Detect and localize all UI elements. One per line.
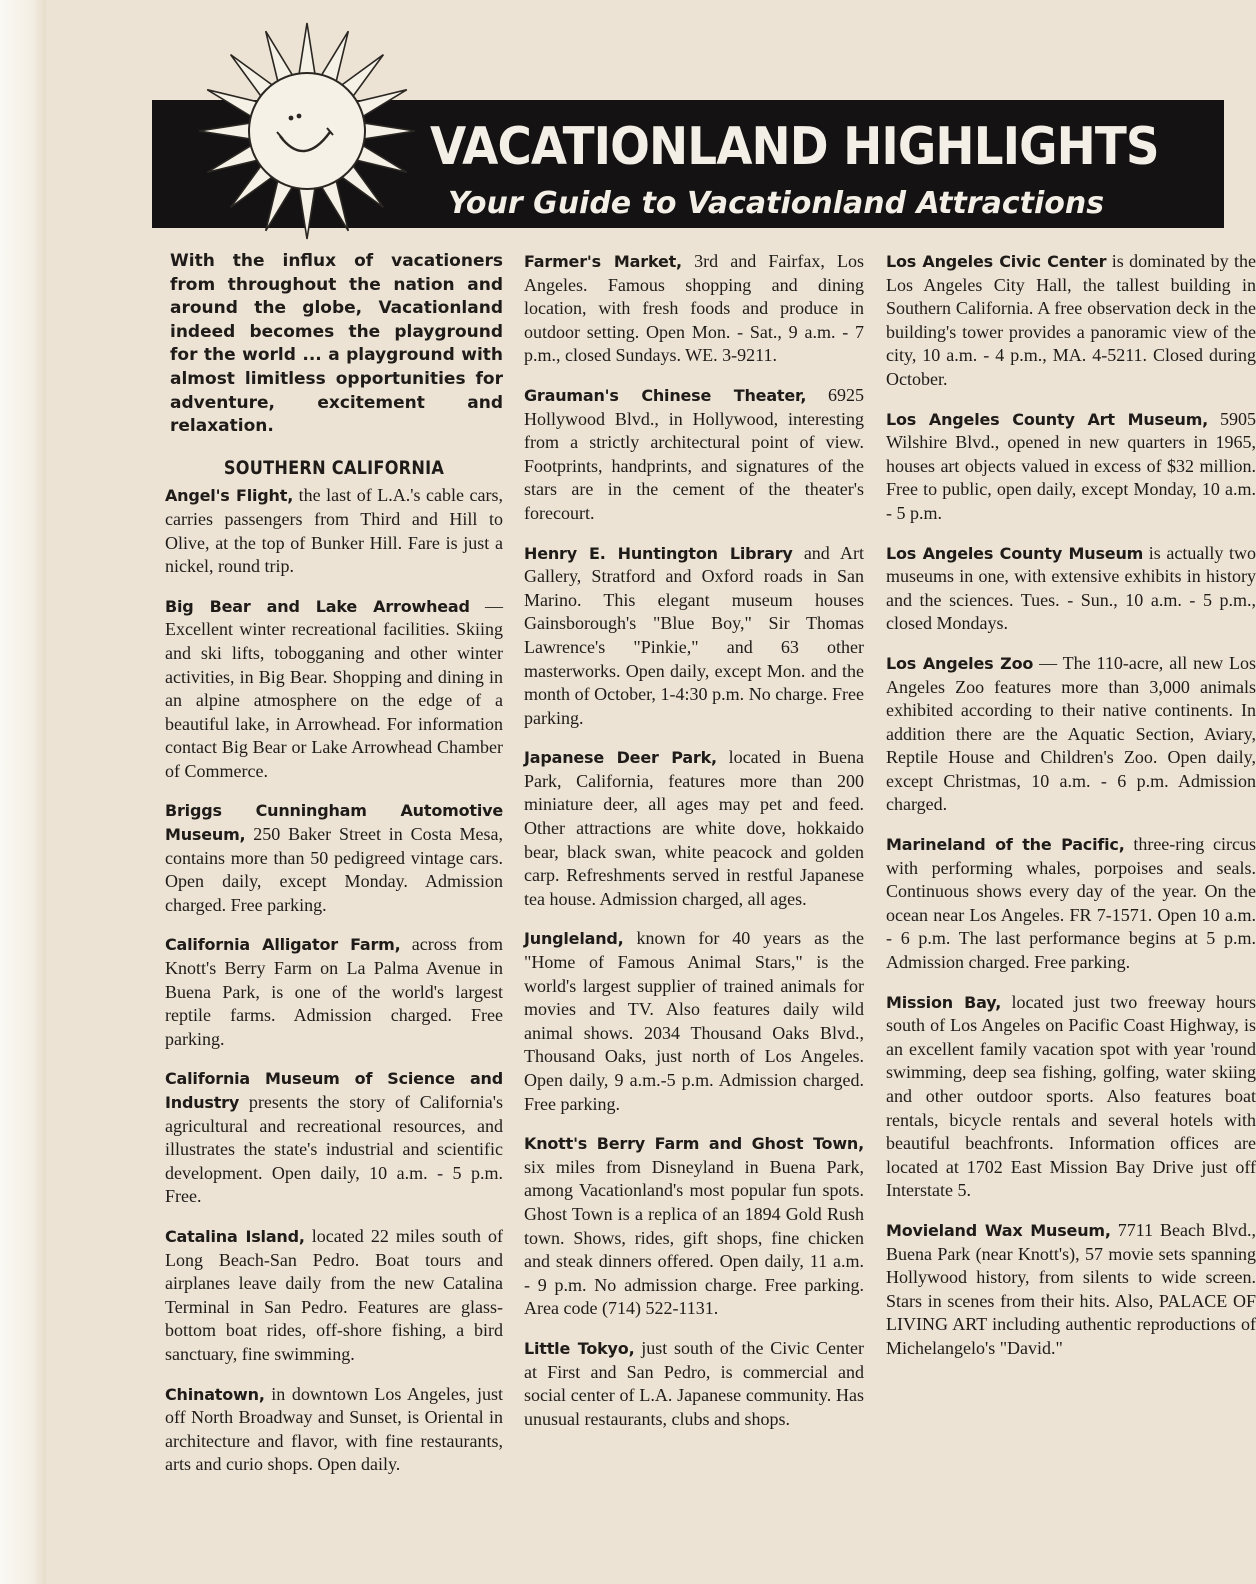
attraction-description: six miles from Disneyland in Buena Park, among Vacationland's most popular fun spots. Ghost Town is a replica of an 1894 Gold Rush town. Shows, rides, gift shops, fine chicken and steak dinners offered. Open daily, 11 a.m. - 9 p.m. No admission charge. Free parking. Area code (714) 522-1131. xyxy=(524,1156,864,1319)
attraction-name: Henry E. Huntington Library xyxy=(524,543,793,563)
attraction-description: and Art Gallery, Stratford and Oxford roads in San Marino. This elegant museum houses Gainsborough's "Blue Boy," Sir Thomas Lawrence's "Pinkie," and 63 other masterworks. Open daily, except Mon. and the month of October, 1-4:30 p.m. No charge. Free parking. xyxy=(524,542,864,728)
attraction-description: just south of the Civic Center at First and San Pedro, is commercial and social center of L.A. Japanese community. Has unusual restaurants, clubs and shops. xyxy=(524,1337,864,1429)
attraction-description: the last of L.A.'s cable cars, carries passengers from Third and Hill to Olive, at the top of Bunker Hill. Fare is just a nickel, round trip. xyxy=(165,485,504,577)
attraction-name: Marineland of the Pacific, xyxy=(886,835,1125,855)
attraction-name: Japanese Deer Park, xyxy=(524,748,717,768)
attraction-entry xyxy=(524,250,864,368)
attraction-entry xyxy=(524,1337,864,1431)
attraction-name: Big Bear and Lake Arrowhead xyxy=(165,596,470,616)
attraction-description: in downtown Los Angeles, just off North Broadway and Sunset, is Oriental in architecture and flavor, with fine restaurants, arts and curio shops. Open daily. xyxy=(165,1383,503,1475)
attraction-name: Little Tokyo, xyxy=(524,1338,635,1358)
entries-column-3 xyxy=(886,250,1256,1361)
attraction-name: Los Angeles County Museum xyxy=(886,543,1144,563)
attraction-entry xyxy=(886,833,1256,975)
attraction-description: 250 Baker Street in Costa Mesa, contains more than 50 pedigreed vintage cars. Open daily, except Monday. Admission charged. Free parking. xyxy=(165,824,503,915)
entries-column-1 xyxy=(165,484,503,1477)
attraction-description: located in Buena Park, California, features more than 200 miniature deer, all ages may pet and feed. Other attractions are white dove, hokkaido bear, black swan, white peacock and golden carp. Refreshments served in restful Japanese tea house. Admission charged, all ages. xyxy=(524,747,864,909)
attraction-description: 3rd and Fairfax, Los Angeles. Famous shopping and dining location, with fresh foods and produce in outdoor setting. Open Mon. - Sat., 9 a.m. - 7 p.m., closed Sundays. WE. 3-9211. xyxy=(524,251,864,366)
column-1 xyxy=(165,250,503,1493)
attraction-entry xyxy=(165,1383,503,1477)
attraction-entry xyxy=(165,595,503,784)
column-3 xyxy=(886,250,1256,1584)
page-title: VACATIONLAND HIGHLIGHTS xyxy=(430,117,1159,177)
entries-column-2 xyxy=(524,250,864,1431)
attraction-name: California Alligator Farm, xyxy=(165,935,401,955)
attraction-entry xyxy=(524,746,864,911)
attraction-name: Los Angeles Zoo xyxy=(886,653,1034,673)
attraction-description: — The 110-acre, all new Los Angeles Zoo features more than 3,000 animals exhibited according to their native continents. In addition there are the Aquatic Section, Aviary, Reptile House and Children's Zoo. Open daily, except Christmas, 10 a.m. - 6 p.m. Admission charged. xyxy=(886,652,1256,815)
smiling-sun-icon xyxy=(194,18,420,244)
attraction-entry xyxy=(886,542,1256,636)
attraction-name: Mission Bay, xyxy=(886,992,1002,1012)
attraction-entry xyxy=(886,1219,1256,1361)
attraction-entry xyxy=(524,542,864,731)
attraction-entry xyxy=(165,799,503,917)
attraction-description: 5905 Wilshire Blvd., opened in new quarters in 1965, houses art objects valued in excess of $32 million. Free to public, open daily, except Monday, 10 a.m. - 5 p.m. xyxy=(886,408,1256,523)
attraction-description: located 22 miles south of Long Beach-San Pedro. Boat tours and airplanes leave daily from the new Catalina Terminal in San Pedro. Features are glass-bottom boat rides, off-shore fishing, a bird sanctuary, fine swimming. xyxy=(165,1225,503,1364)
attraction-description: known for 40 years as the "Home of Famous Animal Stars," is the world's largest supplier of trained animals for movies and TV. Also features daily wild animal shows. 2034 Thousand Oaks Blvd., Thousand Oaks, just north of Los Angeles. Open daily, 9 a.m.-5 p.m. Admission charged. Free parking. xyxy=(524,928,864,1114)
attraction-entry xyxy=(886,652,1256,817)
column-2 xyxy=(524,250,864,1447)
attraction-name: Movieland Wax Museum, xyxy=(886,1220,1111,1240)
attraction-description: is actually two museums in one, with extensive exhibits in history and the sciences. Tues. - Sun., 10 a.m. - 5 p.m., closed Mondays. xyxy=(886,542,1256,634)
attraction-description: is dominated by the Los Angeles City Hall, the tallest building in Southern California. A free observation deck in the building's tower provides a panoramic view of the city, 10 a.m. - 4 p.m., MA. 4-5211. Closed during October. xyxy=(886,251,1256,389)
attraction-name: Catalina Island, xyxy=(165,1226,305,1246)
attraction-description: 6925 Hollywood Blvd., in Hollywood, interesting from a strictly architectural point of view. Footprints, handprints, and signatures of the stars are in the cement of the theater's forecourt. xyxy=(524,384,864,523)
attraction-entry xyxy=(524,384,864,526)
attraction-description: presents the story of California's agricultural and recreational resources, and illustrates the state's industrial and scientific development. Open daily, 10 a.m. - 5 p.m. Free. xyxy=(165,1092,503,1207)
page-spine xyxy=(0,0,46,1584)
attraction-name: Briggs Cunningham Automotive Museum, xyxy=(165,801,503,845)
attraction-description: three-ring circus with performing whales, porpoises and seals. Continuous shows every day of the year. On the ocean near Los Angeles. FR 7-1571. Open 10 a.m. - 6 p.m. The last performance begins at 5 p.m. Admission charged. Free parking. xyxy=(886,834,1256,973)
attraction-description: across from Knott's Berry Farm on La Palma Avenue in Buena Park, is one of the world's largest reptile farms. Admission charged. Free parking. xyxy=(165,934,503,1049)
attraction-entry xyxy=(886,991,1256,1203)
intro-paragraph: With the influx of vacationers from throughout the nation and around the globe, Vacationland indeed becomes the playground for the world ... a playground with almost limitless opportunities for adventure, excitement and relaxation. xyxy=(170,251,503,437)
attraction-name: Los Angeles Civic Center xyxy=(886,252,1107,271)
attraction-entry xyxy=(165,1067,503,1209)
attraction-description: — Excellent winter recreational facilities. Skiing and ski lifts, tobogganing and other winter activities, in Big Bear. Shopping and dining in an alpine atmosphere on the edge of a beautiful lake, in Arrowhead. For information contact Big Bear or Lake Arrowhead Chamber of Commerce. xyxy=(165,595,504,781)
attraction-description: 7711 Beach Blvd., Buena Park (near Knott's), 57 movie sets spanning Hollywood history, from silents to wide screen. Stars in scenes from their hits. Also, PALACE OF LIVING ART including authentic reproductions of Michelangelo's "David." xyxy=(886,1219,1256,1358)
attraction-name: Jungleland, xyxy=(524,929,624,949)
attraction-description: located just two freeway hours south of Los Angeles on Pacific Coast Highway, is an excellent family vacation spot with year 'round swimming, deep sea fishing, golfing, water skiing and other outdoor sports. Also features boat rentals, bicycle rentals and several hotels with beautiful beachfronts. Information offices are located at 1702 East Mission Bay Drive just off Interstate 5. xyxy=(886,991,1256,1201)
attraction-entry xyxy=(886,408,1256,526)
attraction-entry xyxy=(165,484,503,578)
attraction-name: Angel's Flight, xyxy=(165,486,294,506)
attraction-name: Farmer's Market, xyxy=(524,252,682,271)
page-subtitle: Your Guide to Vacationland Attractions xyxy=(448,186,1105,221)
attraction-entry xyxy=(524,1132,864,1321)
attraction-name: Grauman's Chinese Theater, xyxy=(524,385,807,405)
attraction-name: California Museum of Science and Industry xyxy=(165,1069,503,1112)
attraction-entry xyxy=(524,927,864,1116)
attraction-entry xyxy=(165,1225,503,1367)
attraction-name: Knott's Berry Farm and Ghost Town, xyxy=(524,1134,864,1154)
section-title: SOUTHERN CALIFORNIA xyxy=(223,456,445,479)
attraction-name: Chinatown, xyxy=(165,1384,265,1404)
attraction-entry xyxy=(165,933,503,1051)
attraction-name: Los Angeles County Art Museum, xyxy=(886,409,1209,429)
attraction-entry xyxy=(886,250,1256,392)
